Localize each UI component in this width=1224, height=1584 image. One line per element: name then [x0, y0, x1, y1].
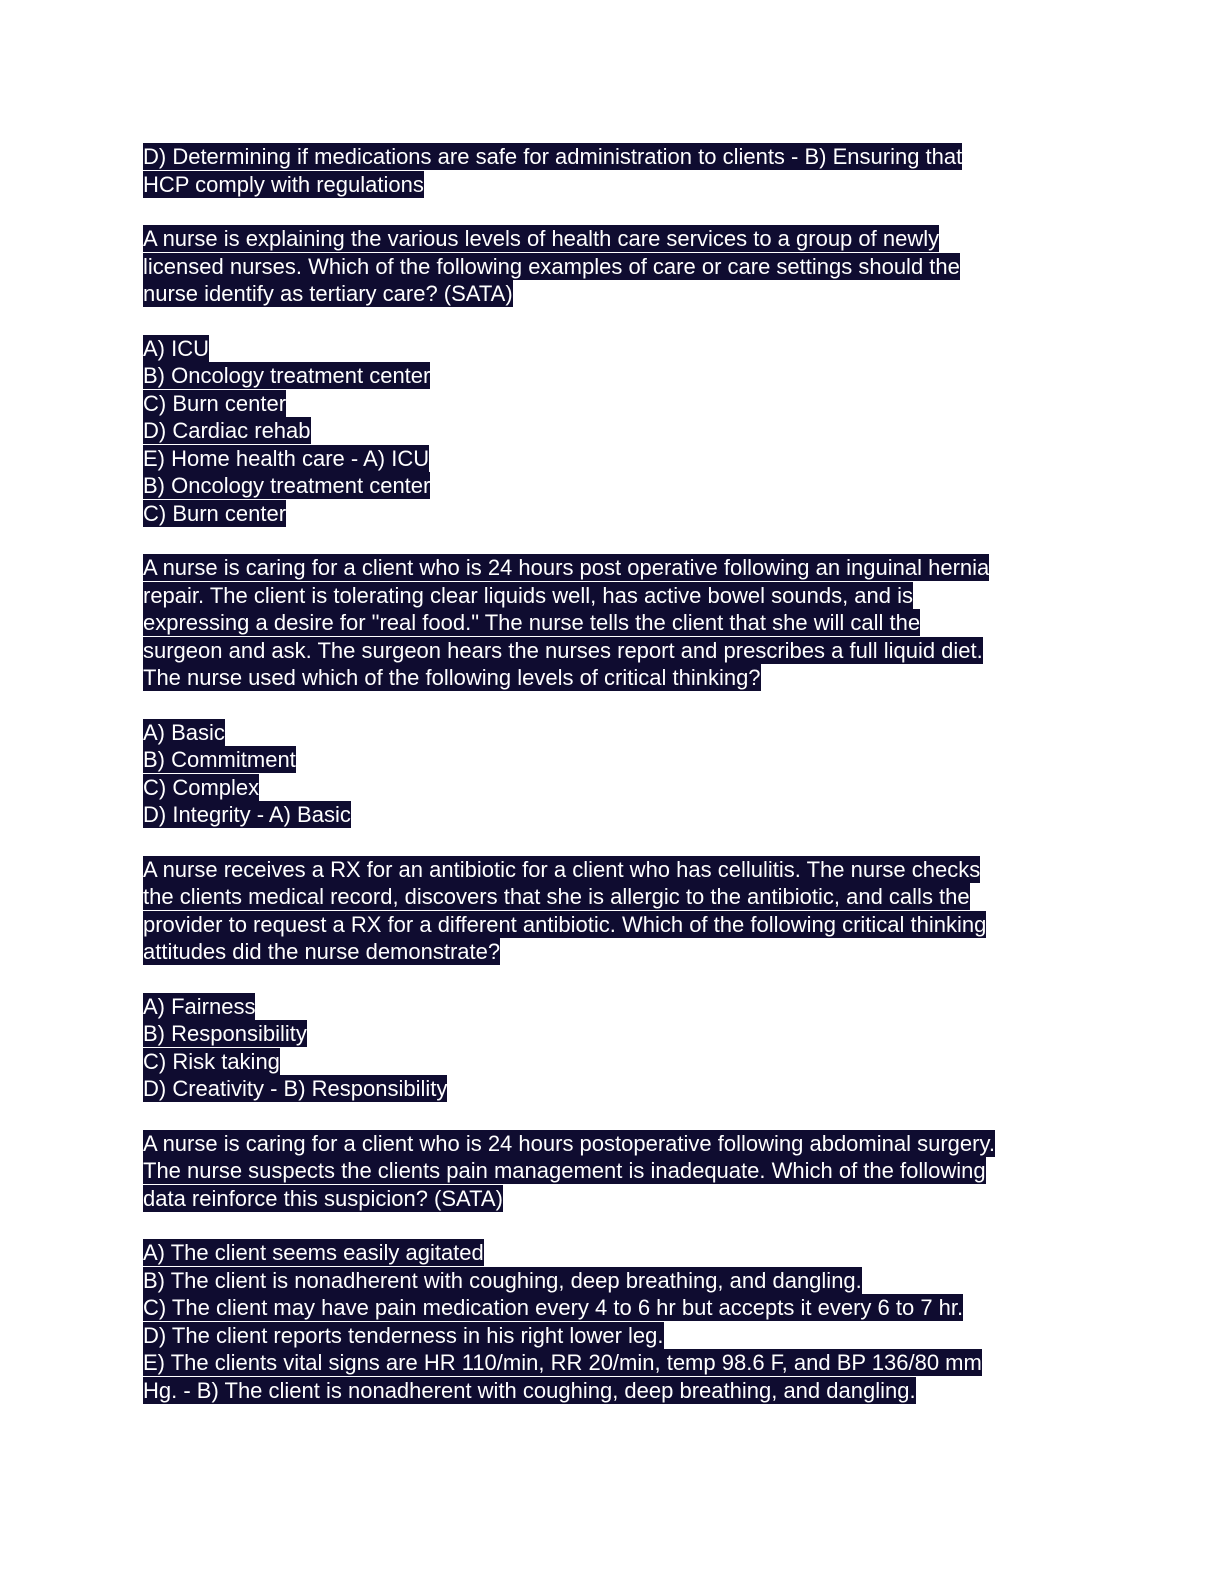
- option-line: B) Responsibility: [143, 1021, 307, 1046]
- option-line: A) Fairness: [143, 993, 256, 1019]
- answer-previous-question: [143, 143, 1083, 198]
- option-line: C) Burn center: [143, 500, 287, 526]
- option-line: D) The client reports tenderness in his right lower leg.: [143, 1322, 664, 1348]
- text-line: A nurse is caring for a client who is 24 hours post operative following an inguinal hernia: [143, 555, 990, 580]
- text-line: HCP comply with regulations: [143, 171, 424, 197]
- options-pain-management: [143, 1239, 1083, 1404]
- text-line: expressing a desire for "real food." The nurse tells the client that she will call the: [143, 610, 921, 635]
- option-line: D) Cardiac rehab: [143, 418, 311, 443]
- text-line: nurse identify as tertiary care? (SATA): [143, 281, 513, 306]
- option-line: C) Risk taking: [143, 1048, 280, 1074]
- text-line: A nurse receives a RX for an antibiotic for a client who has cellulitis. The nurse checks: [143, 856, 981, 882]
- text-line: A nurse is caring for a client who is 24 hours postoperative following abdominal surgery.: [143, 1130, 995, 1156]
- option-line: E) Home health care - A) ICU: [143, 445, 430, 471]
- question-tertiary-care: [143, 225, 1083, 308]
- option-line: A) Basic: [143, 719, 225, 745]
- option-line: C) Complex: [143, 774, 260, 800]
- option-line: B) Commitment: [143, 747, 296, 772]
- option-line: A) ICU: [143, 335, 209, 361]
- option-line: B) The client is nonadherent with coughing, deep breathing, and dangling.: [143, 1267, 862, 1293]
- text-line: A nurse is explaining the various levels of health care services to a group of newly: [143, 226, 940, 251]
- options-tertiary-care: [143, 335, 1083, 528]
- document-page: [143, 143, 1083, 1431]
- options-critical-thinking-level: [143, 719, 1083, 829]
- option-line: D) Creativity - B) Responsibility: [143, 1076, 448, 1101]
- option-line: Hg. - B) The client is nonadherent with coughing, deep breathing, and dangling.: [143, 1377, 916, 1403]
- text-line: The nurse suspects the clients pain management is inadequate. Which of the following: [143, 1158, 986, 1183]
- text-line: D) Determining if medications are safe for administration to clients - B) Ensuring that: [143, 144, 963, 169]
- text-line: repair. The client is tolerating clear liquids well, has active bowel sounds, and is: [143, 582, 913, 608]
- option-line: B) Oncology treatment center: [143, 473, 431, 498]
- text-line: licensed nurses. Which of the following examples of care or care settings should the: [143, 253, 960, 279]
- option-line: B) Oncology treatment center: [143, 363, 431, 388]
- text-line: provider to request a RX for a different antibiotic. Which of the following critical thinking: [143, 911, 987, 937]
- text-line: attitudes did the nurse demonstrate?: [143, 939, 501, 964]
- question-pain-management: [143, 1130, 1083, 1213]
- options-critical-thinking-attitude: [143, 993, 1083, 1103]
- option-line: C) The client may have pain medication every 4 to 6 hr but accepts it every 6 to 7 hr.: [143, 1295, 964, 1320]
- option-line: A) The client seems easily agitated: [143, 1240, 484, 1265]
- option-line: C) Burn center: [143, 390, 287, 416]
- text-line: The nurse used which of the following levels of critical thinking?: [143, 665, 761, 690]
- text-line: the clients medical record, discovers that she is allergic to the antibiotic, and calls the: [143, 884, 970, 909]
- question-critical-thinking-attitude: [143, 856, 1083, 966]
- option-line: E) The clients vital signs are HR 110/min, RR 20/min, temp 98.6 F, and BP 136/80 mm: [143, 1350, 982, 1375]
- text-line: data reinforce this suspicion? (SATA): [143, 1185, 503, 1211]
- question-critical-thinking-level: [143, 554, 1083, 692]
- text-line: surgeon and ask. The surgeon hears the nurses report and prescribes a full liquid diet.: [143, 637, 983, 663]
- option-line: D) Integrity - A) Basic: [143, 802, 351, 827]
